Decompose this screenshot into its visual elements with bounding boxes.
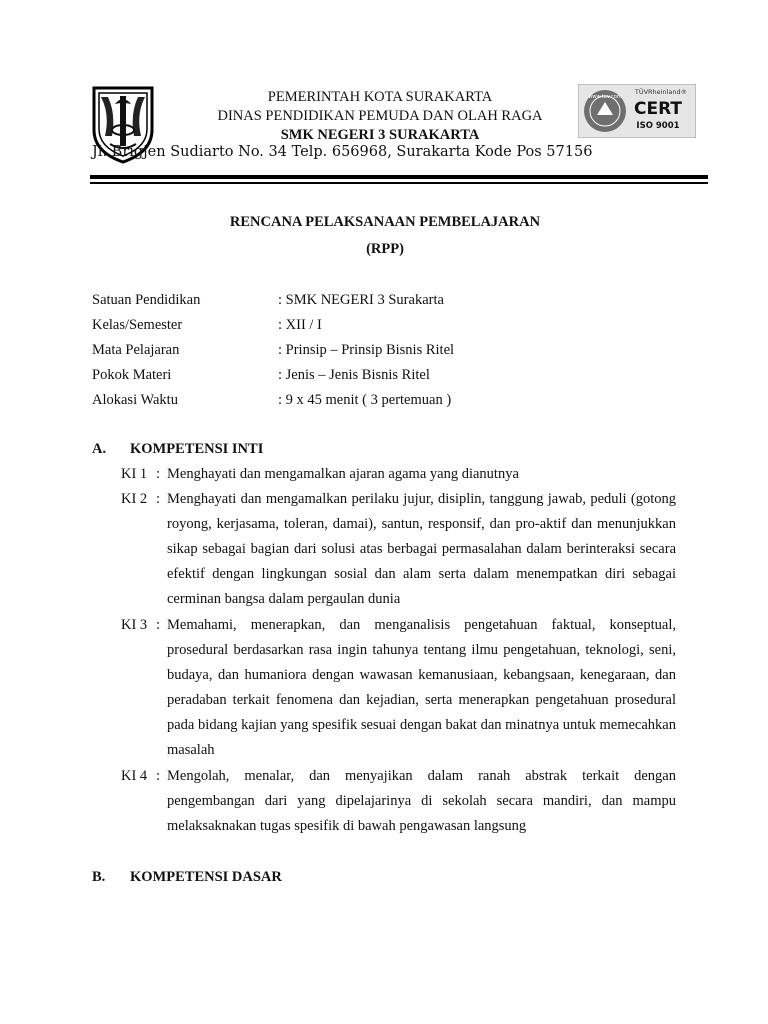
identity-value: : SMK NEGERI 3 Surakarta <box>278 292 444 308</box>
document-title: RENCANA PELAKSANAAN PEMBELAJARAN <box>229 214 541 230</box>
tuv-iso-cert-logo <box>578 84 696 138</box>
cert-top-text: TÜVRheinland® <box>634 88 688 96</box>
section-title: KOMPETENSI DASAR <box>130 869 282 885</box>
ki-colon: : <box>156 466 161 482</box>
ki-text: Memahami, menerapkan, dan menganalisis pengetahuan faktual, konseptual, prosedural berdasarkan rasa ingin tahunya tentang ilmu pengetahuan, teknologi, seni, budaya, dan humaniora dengan wawasan kemanusiaan, kebangsaan, kenegaraan, dan peradaban terkait fenomena dan kejadian, serta menerapkan pengetahuan prosedural pada bidang kajian yang spesifik sesuai dengan bakat dan minatnya untuk memecahkan masalah <box>167 617 676 759</box>
ki-text: Menghayati dan mengamalkan ajaran agama yang dianutnya <box>167 466 519 482</box>
ki-number: KI 1 <box>121 466 148 482</box>
identity-value: : Jenis – Jenis Bisnis Ritel <box>278 367 430 383</box>
identity-label: Kelas/Semester <box>92 317 183 333</box>
identity-label: Pokok Materi <box>92 367 172 383</box>
ki-colon: : <box>156 768 161 784</box>
ki-colon: : <box>156 617 161 633</box>
ki-number: KI 3 <box>121 617 148 633</box>
letterhead-department: DINAS PENDIDIKAN PEMUDA DAN OLAH RAGA <box>217 108 543 124</box>
letterhead-rule-thin <box>90 182 708 184</box>
identity-value: : Prinsip – Prinsip Bisnis Ritel <box>278 342 455 358</box>
letterhead-school: SMK NEGERI 3 SURAKARTA <box>280 127 480 143</box>
cert-main-text: CERT <box>633 99 683 119</box>
section-letter: A. <box>92 441 107 457</box>
letterhead-rule-thick <box>90 175 708 179</box>
letterhead-address: Jl. Brigjen Sudiarto No. 34 Telp. 656968, Surakarta Kode Pos 57156 <box>92 144 593 160</box>
section-letter: B. <box>92 869 106 885</box>
cert-sub-text: ISO 9001 <box>636 121 680 131</box>
identity-label: Satuan Pendidikan <box>92 292 201 308</box>
document-subtitle: (RPP) <box>366 241 404 257</box>
ki-text: Menghayati dan mengamalkan perilaku jujur, disiplin, tanggung jawab, peduli (gotong royong, kerjasama, toleran, damai), santun, responsif, dan pro-aktif dan menunjukkan sikap sebagai bagian dari solusi atas berbagai permasalahan dalam berinteraksi secara efektif dengan lingkungan sosial dan alam serta dalam menempatkan diri sebagai cerminan bangsa dalam pergaulan dunia <box>167 491 676 608</box>
identity-label: Mata Pelajaran <box>92 342 180 358</box>
identity-value: : 9 x 45 menit ( 3 pertemuan ) <box>278 392 452 408</box>
letterhead-government: PEMERINTAH KOTA SURAKARTA <box>267 89 493 105</box>
identity-value: : XII / I <box>278 317 322 333</box>
ki-number: KI 4 <box>121 768 148 784</box>
identity-label: Alokasi Waktu <box>92 392 178 408</box>
cert-seal-text: www.tuv.com <box>588 94 622 100</box>
ki-text: Mengolah, menalar, dan menyajikan dalam ranah abstrak terkait dengan pengembangan dari yang dipelajarinya di sekolah secara mandiri, dan mampu melaksaknakan tugas spesifik di bawah pengawasan langsung <box>167 768 676 835</box>
section-title: KOMPETENSI INTI <box>130 441 264 457</box>
ki-number: KI 2 <box>121 491 148 507</box>
ki-colon: : <box>156 491 161 507</box>
